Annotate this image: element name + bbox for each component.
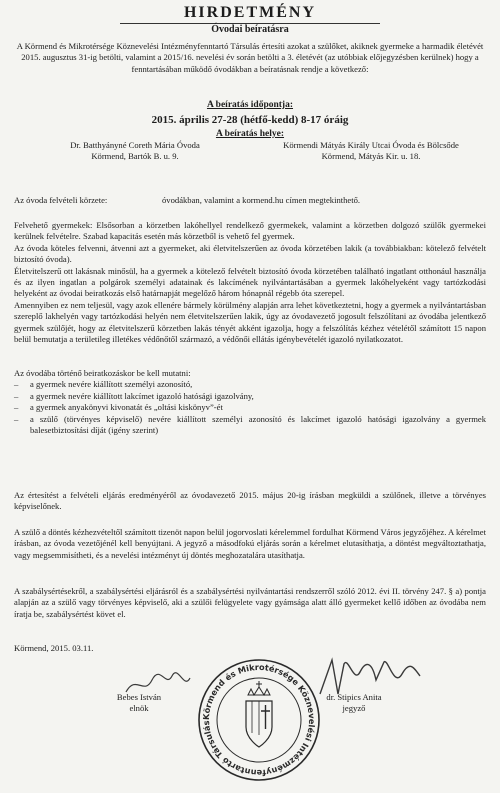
document-item-2: a gyermek nevére kiállított lakcímet igazoló hatósági igazolvány,	[30, 390, 254, 401]
admission-section	[14, 220, 486, 345]
enrollment-time-label: A beíratás időpontja:	[206, 100, 294, 110]
enrollment-place-1	[20, 140, 250, 163]
enrollment-place-2	[258, 140, 484, 163]
list-item	[14, 379, 486, 390]
notification-paragraph: Az értesítést a felvételi eljárás eredményéről az óvodavezető 2015. május 20-ig írásban megküldi a szülőnek, illetve a törvényes képviselőnek.	[14, 490, 486, 512]
list-dash: –	[14, 390, 19, 401]
list-item	[14, 402, 486, 413]
list-item	[14, 414, 486, 437]
place-1-name: Dr. Batthyányné Coreth Mária Óvoda	[70, 140, 200, 150]
list-dash: –	[14, 402, 19, 413]
document-date: Körmend, 2015. 03.11.	[14, 643, 94, 653]
documents-title: Az óvodába történő beiratkozáskor be kell mutatni:	[14, 368, 191, 378]
stamp-text: Körmend és Mikrotérsége Köznevelési Intézményfenntartó Társulás	[200, 661, 318, 779]
offense-paragraph: A szabálysértésekről, a szabálysértési eljárásról és a szabálysértési nyilvántartási rendszerről szóló 2012. évi II. törvény 247. § a) pontja alapján az a szülő vagy törvényes képviselő, aki a szülői felügyelete vagy gyámsága alatt álló gyermeket kellő időben az óvodába nem íratja be, szabálysértést követ el.	[14, 586, 486, 619]
district-line	[14, 195, 486, 206]
appeal-paragraph: A szülő a döntés kézhezvételtől számított tizenöt napon belül jogorvoslati kérelemmel fordulhat Körmend Város jegyzőjéhez. A kérelmet írásban, az óvoda vezetőjénél kell benyújtani. A jegyző a másodfokú eljárás során a kérelmet elutasíthatja, a döntést megváltoztathatja, vagy megsemmisítheti, és a nevelési intézményt új döntés meghozatalára utasíthatja.	[14, 527, 486, 560]
enrollment-time-value: 2015. április 27-28 (hétfő-kedd) 8-17 óráig	[151, 114, 349, 126]
place-2-name: Körmendi Mátyás Király Utcai Óvoda és Bölcsőde	[283, 140, 459, 150]
document-item-4: a szülő (törvényes képviselő) nevére kiállított személyi azonosító és lakcímet igazoló hatósági igazolvány a gyermek balesetbiztosítási díját (igény szerint)	[30, 413, 486, 436]
admission-paragraph-3: Életvitelszerű ott lakásnak minősül, ha a gyermek a kötelező felvételt biztosító óvoda körzetében található ingatlant otthonául használja és az ilyen ingatlan a polgárok személyi adatainak és lakcímének nyilvántartásában a gyermek lakóhelyeként vagy tartózkodási helyeként az óvodai beiratkozás első határnapját megelőző három hónapnál régebb óta szerepel.	[14, 265, 486, 299]
left-signatory	[84, 692, 194, 713]
notice-title: HIRDETMÉNY	[120, 4, 380, 24]
list-dash: –	[14, 379, 19, 390]
left-signatory-role: elnök	[129, 702, 149, 713]
list-dash: –	[14, 413, 19, 424]
district-label: Az óvoda felvételi körzete:	[14, 195, 108, 205]
right-signatory-role: jegyző	[342, 702, 366, 713]
enrollment-place-label: A beíratás helye:	[215, 129, 285, 139]
document-item-3: a gyermek anyakönyvi kivonatát és „oltási kiskönyv”-ét	[30, 402, 223, 413]
documents-section	[14, 368, 486, 436]
admission-paragraph-1: Felvehető gyermekek: Elsősorban a körzetben lakóhellyel rendelkező gyermekek, valamint a körzetben dolgozó szülők gyermekei kerülnek felvételre. Szabad kapacitás esetén más körzetből is vehető fel gyermek.	[14, 220, 486, 242]
place-2-address: Körmend, Mátyás Kir. u. 18.	[321, 151, 421, 162]
list-item	[14, 391, 486, 402]
district-value: óvodákban, valamint a kormend.hu címen megtekinthető.	[162, 195, 361, 205]
official-stamp-icon	[196, 657, 322, 783]
admission-paragraph-2: Az óvoda köteles felvenni, átvenni azt a gyermeket, aki életvitelszerűen az óvoda körzetében lakik (a továbbiakban: kötelező felvételt biztosító óvoda).	[14, 242, 486, 265]
document-item-1: a gyermek nevére kiállított személyi azonosító,	[30, 379, 193, 390]
intro-paragraph: A Körmend és Mikrotérsége Köznevelési Intézményfenntartó Társulás értesíti azokat a szülőket, akiknek gyermeke a harmadik életévét 2015. augusztus 31-ig betölti, valamint a 2015/16. nevelési év során betölti a 3. életévét (az utóbbiak előjegyzésben kerülnek) hogy a fenntartásában működő óvodákban a beíratásnak rendje a következő:	[16, 41, 484, 74]
notice-subtitle: Óvodai beíratásra	[211, 24, 289, 35]
left-signatory-name: Bebes István	[116, 692, 162, 702]
admission-paragraph-4: Amennyiben ez nem teljesül, vagy azok ellenére bármely körülmény alapján arra lehet következtetni, hogy a gyermek a nyilvántartásban szereplő lakhelyén vagy tartózkodási helyén nem életvitelszerűen lakik, úgy az óvodavezető jogosult felszólítani az óvodába jelentkező gyermek szülőjét, hogy az életvitelszerű körzetben lakás tényét akként igazolja, hogy a felszólítás kézhez vételétől számított 15 napon belül bemutatja a területileg illetékes védőnőtől származó, a védőnői ellátás igénybevételét igazoló nyilatkozatot.	[14, 299, 486, 345]
right-signatory-name: dr. Stipics Anita	[326, 692, 382, 702]
place-1-address: Körmend, Bartók B. u. 9.	[91, 151, 179, 162]
